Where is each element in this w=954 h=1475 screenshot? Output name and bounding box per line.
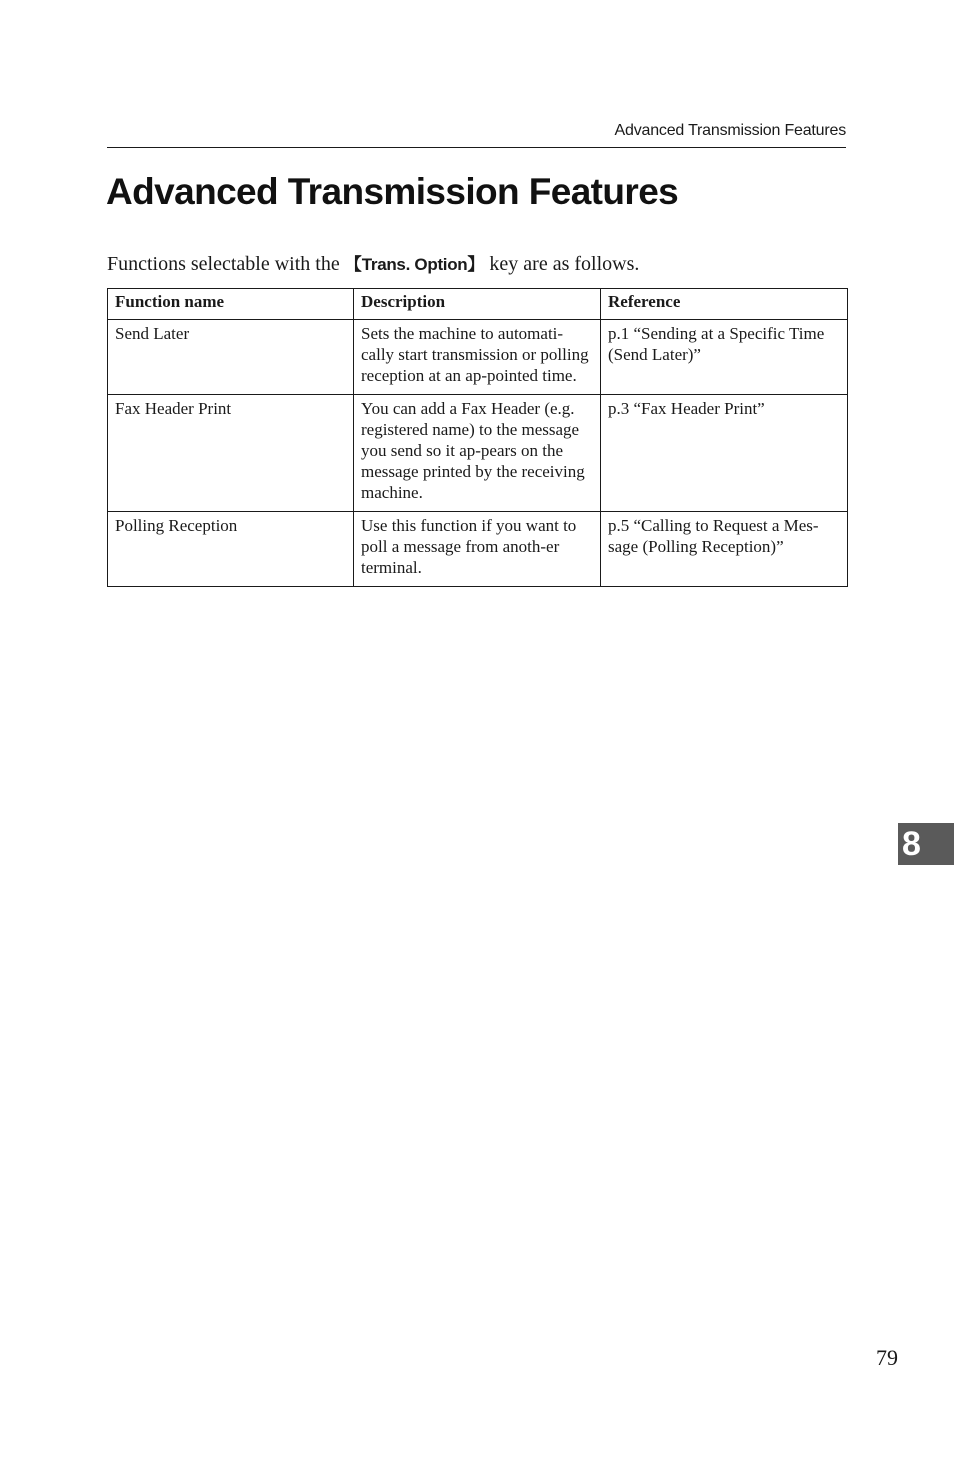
chapter-number: 8 — [902, 825, 921, 863]
running-header: Advanced Transmission Features — [614, 122, 846, 139]
trans-option-key-label: Trans. Option — [361, 255, 468, 274]
key-open-bracket: 【 — [344, 255, 362, 275]
intro-text-before-key: Functions selectable with the — [107, 253, 345, 275]
description-cell: You can add a Fax Header (e.g. registered name) to the message you send so it ap-pears on the message printed by the receiving machine. — [354, 395, 601, 512]
description-cell: Use this function if you want to poll a message from anoth-er terminal. — [354, 512, 601, 587]
column-header-reference: Reference — [601, 289, 848, 320]
table-header-row — [108, 289, 848, 320]
reference-cell: p.5 “Calling to Request a Mes-sage (Polling Reception)” — [601, 512, 848, 587]
function-name-cell: Fax Header Print — [108, 395, 354, 512]
header-rule — [107, 147, 846, 148]
key-close-bracket: 】 — [467, 255, 485, 275]
intro-text-after-key: key are as follows. — [484, 253, 640, 275]
column-header-description: Description — [354, 289, 601, 320]
chapter-tab — [898, 823, 954, 865]
table-row — [108, 395, 848, 512]
reference-cell: p.3 “Fax Header Print” — [601, 395, 848, 512]
function-name-cell: Send Later — [108, 320, 354, 395]
table-row — [108, 512, 848, 587]
page-title: Advanced Transmission Features — [106, 171, 679, 212]
page-number: 79 — [876, 1345, 898, 1370]
function-name-cell: Polling Reception — [108, 512, 354, 587]
column-header-function-name: Function name — [108, 289, 354, 320]
description-cell: Sets the machine to automati-cally start transmission or polling reception at an ap-pointed time. — [354, 320, 601, 395]
reference-cell: p.1 “Sending at a Specific Time (Send Later)” — [601, 320, 848, 395]
intro-paragraph — [107, 250, 639, 276]
table-row — [108, 320, 848, 395]
features-table — [107, 288, 848, 587]
